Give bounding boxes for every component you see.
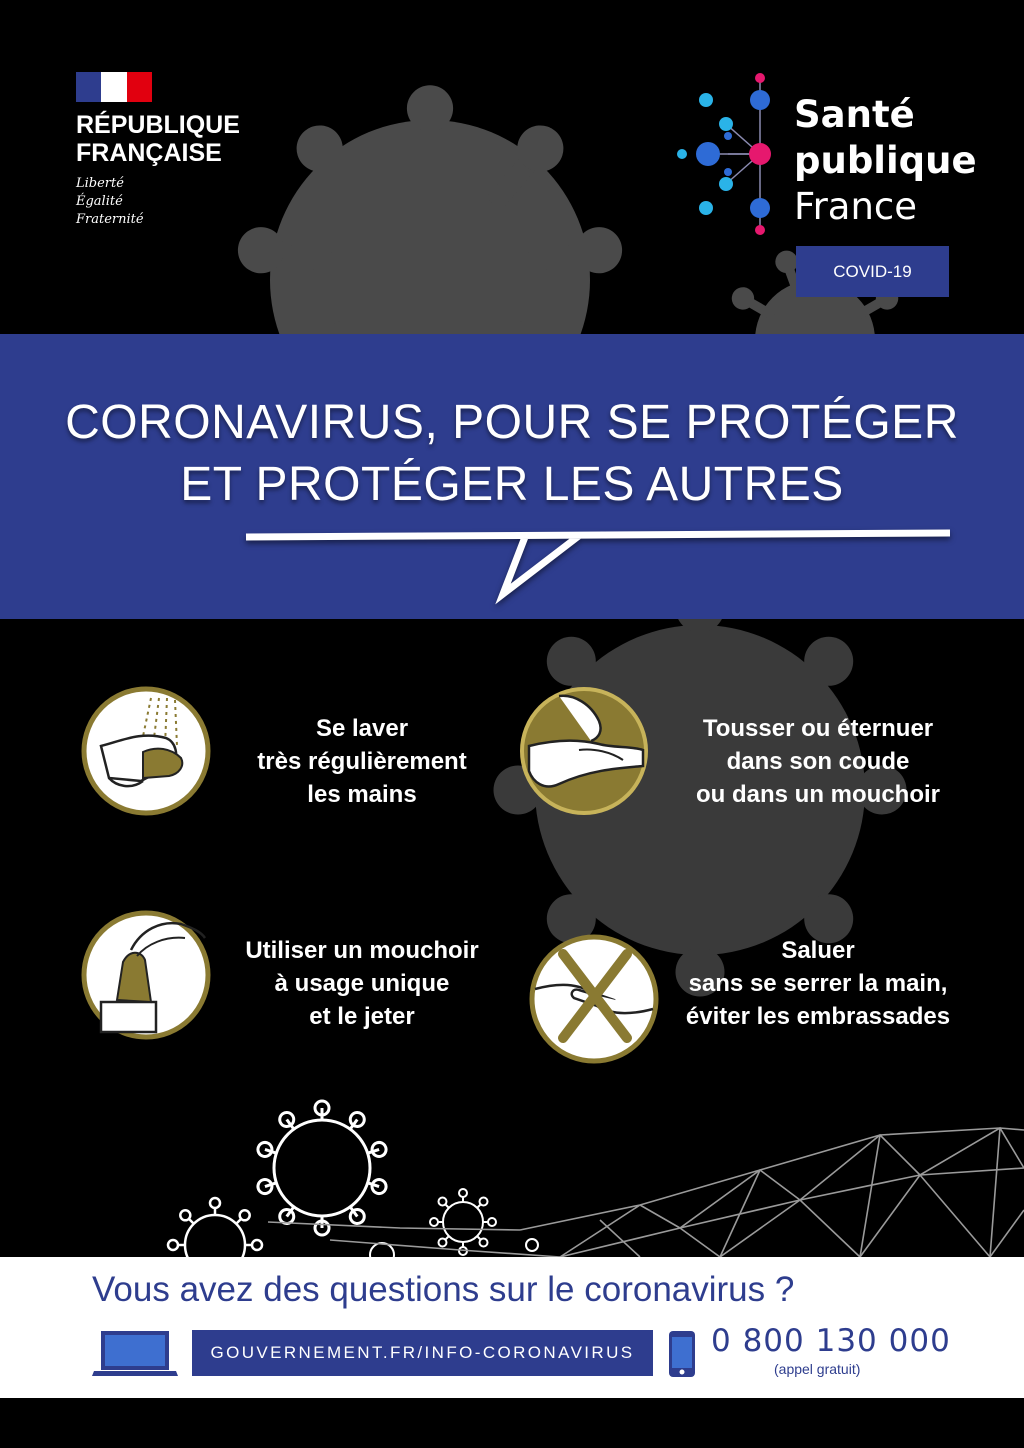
footer-question: Vous avez des questions sur le coronavirus ? (92, 1270, 795, 1309)
republique-francaise-name: RÉPUBLIQUE FRANÇAISE (76, 111, 240, 167)
phone-icon (668, 1330, 696, 1378)
gesture-no-handshake-text: Saluer sans se serrer la main, éviter les embrassades (685, 937, 951, 1030)
republique-motto: Liberté Égalité Fraternité (76, 176, 144, 227)
cough-elbow-icon (519, 686, 649, 816)
page-title: CORONAVIRUS, POUR SE PROTÉGER ET PROTÉGER LES AUTRES (65, 396, 959, 511)
laptop-icon (92, 1331, 178, 1377)
gesture-tissue-text: Utiliser un mouchoir à usage unique et le jeter (245, 937, 479, 1030)
covid-badge: COVID-19 (796, 246, 949, 297)
info-url-link[interactable]: GOUVERNEMENT.FR/INFO-CORONAVIRUS (192, 1330, 653, 1376)
gesture-hand-washing-text: Se laver très régulièrement les mains (257, 715, 467, 808)
no-handshake-icon (529, 934, 659, 1064)
sante-publique-france-name: Santé publique France (794, 93, 977, 228)
phone-note: (appel gratuit) (774, 1361, 861, 1377)
hand-washing-icon (81, 686, 211, 816)
tissue-icon (81, 910, 211, 1040)
speech-bubble-icon (0, 0, 1024, 620)
gesture-cough-elbow-text: Tousser ou éternuer dans son coude ou dans un mouchoir (696, 715, 940, 808)
phone-number[interactable]: 0 800 130 000 (711, 1323, 951, 1359)
